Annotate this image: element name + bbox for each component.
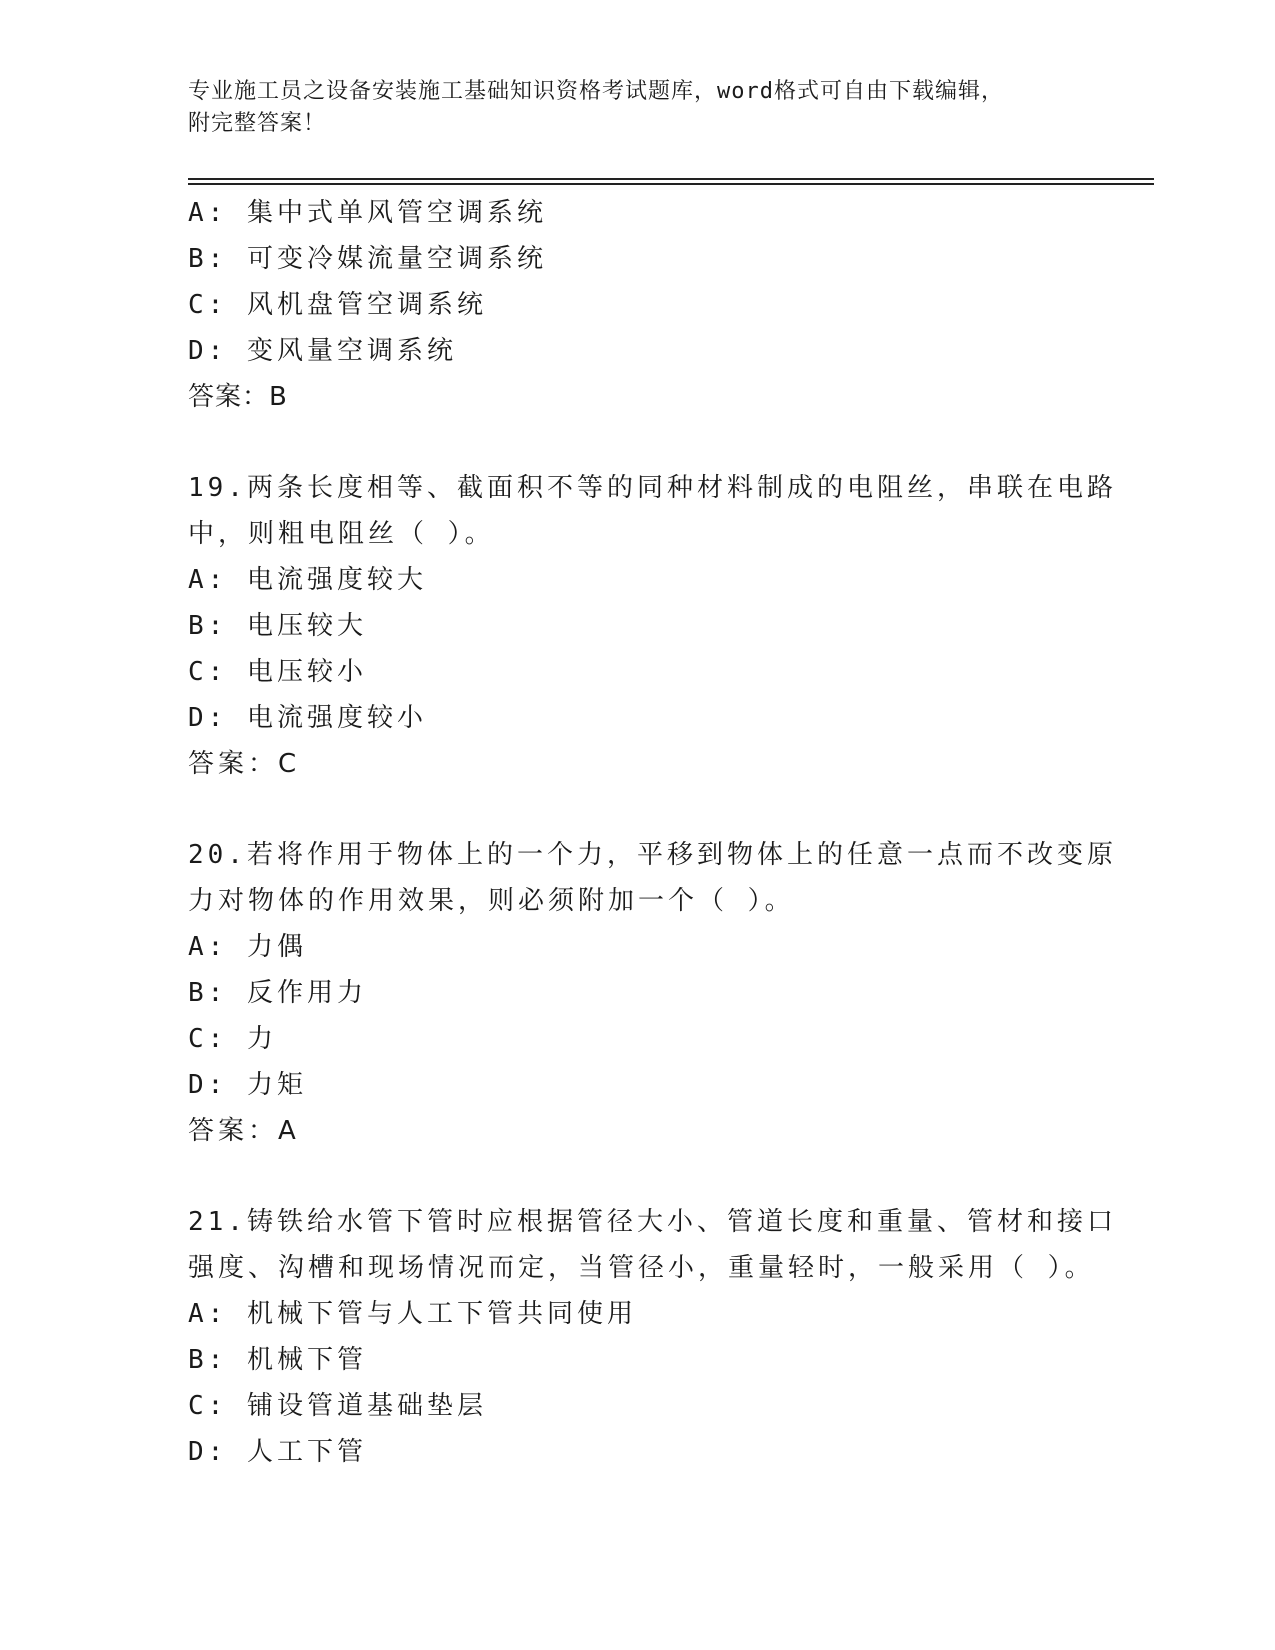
option-a: A: 集中式单风管空调系统 [188, 198, 547, 228]
option-b: B: 反作用力 [188, 978, 367, 1008]
question-text-line: 21.铸铁给水管下管时应根据管径大小、管道长度和重量、管材和接口 [188, 1207, 1117, 1237]
header-divider-top [188, 178, 1154, 180]
question-content [188, 190, 1117, 1475]
option-a: A: 机械下管与人工下管共同使用 [188, 1299, 637, 1329]
option-d: D: 力矩 [188, 1070, 307, 1100]
question-text-line: 19.两条长度相等、截面积不等的同种材料制成的电阻丝，串联在电路 [188, 473, 1117, 503]
header-line-1: 专业施工员之设备安装施工基础知识资格考试题库，word格式可自由下载编辑， [188, 79, 1004, 104]
question-block-21 [188, 1199, 1117, 1475]
question-block-18 [188, 190, 1088, 420]
document-header [188, 76, 1088, 140]
question-text-line: 20.若将作用于物体上的一个力，平移到物体上的任意一点而不改变原 [188, 840, 1117, 870]
option-c: C: 铺设管道基础垫层 [188, 1391, 487, 1421]
option-d: D: 电流强度较小 [188, 703, 427, 733]
option-c: C: 电压较小 [188, 657, 367, 687]
answer-line: 答案：C [188, 749, 301, 779]
question-text-line: 力对物体的作用效果，则必须附加一个（ ）。 [188, 886, 795, 916]
option-b: B: 可变冷媒流量空调系统 [188, 244, 547, 274]
option-b: B: 电压较大 [188, 611, 367, 641]
header-divider-bottom [188, 183, 1154, 185]
answer-line: 答案：A [188, 1116, 300, 1146]
answer-line: 答案：B [188, 382, 288, 412]
option-a: A: 力偶 [188, 932, 307, 962]
option-d: D: 变风量空调系统 [188, 336, 457, 366]
option-c: C: 力 [188, 1024, 277, 1054]
option-c: C: 风机盘管空调系统 [188, 290, 487, 320]
header-line-2: 附完整答案！ [188, 111, 327, 136]
question-block-20 [188, 832, 1117, 1154]
option-b: B: 机械下管 [188, 1345, 367, 1375]
question-text-line: 中，则粗电阻丝（ ）。 [188, 519, 495, 549]
option-d: D: 人工下管 [188, 1437, 367, 1467]
question-block-19 [188, 465, 1117, 787]
question-text-line: 强度、沟槽和现场情况而定，当管径小，重量轻时，一般采用（ ）。 [188, 1253, 1095, 1283]
option-a: A: 电流强度较大 [188, 565, 427, 595]
